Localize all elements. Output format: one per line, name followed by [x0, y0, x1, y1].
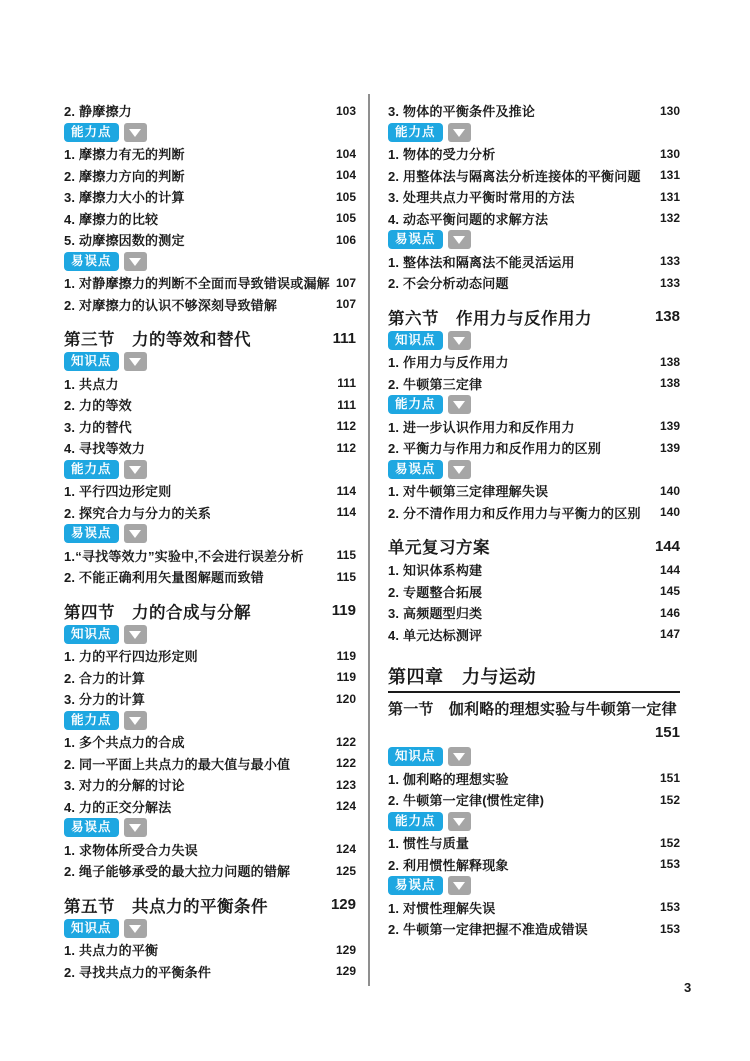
toc-entry-page: 105	[335, 189, 356, 204]
dropdown-button	[448, 812, 471, 831]
chevron-down-icon	[129, 466, 141, 474]
toc-entry-page: 145	[659, 584, 680, 599]
toc-entry-page: 107	[335, 275, 356, 290]
toc-entry-page: 114	[336, 483, 356, 498]
dropdown-button	[124, 123, 147, 142]
section-heading-row	[388, 697, 680, 743]
toc-entry-title: 2. 探究合力与分力的关系	[64, 505, 212, 521]
toc-entry-page: 152	[659, 835, 680, 850]
category-badge: 能力点	[388, 395, 443, 414]
toc-entry-page: 112	[336, 419, 356, 434]
category-badge: 能力点	[64, 711, 119, 730]
toc-entry	[64, 839, 356, 861]
badge-row	[64, 351, 356, 373]
chevron-down-icon	[453, 401, 465, 409]
toc-entry	[388, 272, 680, 294]
toc-entry-title: 2. 静摩擦力	[64, 104, 132, 120]
toc-entry-title: 2. 专题整合拓展	[388, 584, 483, 600]
toc-entry-page: 106	[335, 232, 356, 247]
chevron-down-icon	[453, 466, 465, 474]
toc-entry	[64, 437, 356, 459]
badge-row	[64, 624, 356, 646]
toc-entry-page: 144	[659, 562, 680, 577]
dropdown-button	[448, 395, 471, 414]
dropdown-button	[124, 919, 147, 938]
toc-entry-title: 4. 动态平衡问题的求解方法	[388, 211, 549, 227]
badge-row	[388, 122, 680, 144]
toc-entry	[64, 667, 356, 689]
toc-entry-title: 2. 牛顿第一定律(惯性定律)	[388, 793, 545, 809]
toc-entry	[64, 294, 356, 316]
dropdown-button	[448, 331, 471, 350]
toc-entry-page: 119	[336, 648, 356, 663]
toc-entry-page: 112	[336, 440, 356, 455]
toc-entry-title: 1. 进一步认识作用力和反作用力	[388, 419, 575, 435]
toc-entry	[64, 208, 356, 230]
toc-entry	[64, 229, 356, 251]
toc-entry-title: 2. 不能正确利用矢量图解题而致错	[64, 570, 264, 586]
chevron-down-icon	[453, 337, 465, 345]
dropdown-button	[448, 876, 471, 895]
chevron-down-icon	[129, 258, 141, 266]
toc-entry-title: 1. 摩擦力有无的判断	[64, 147, 185, 163]
toc-entry-title: 1. 整体法和隔离法不能灵活运用	[388, 254, 575, 270]
badge-row	[64, 523, 356, 545]
toc-entry	[64, 143, 356, 165]
section-title: 第六节 作用力与反作用力	[388, 309, 592, 328]
dropdown-button	[448, 123, 471, 142]
section-page: 151	[654, 724, 680, 741]
category-badge: 能力点	[388, 812, 443, 831]
toc-entry-page: 139	[659, 419, 680, 434]
toc-entry-title: 3. 摩擦力大小的计算	[64, 190, 185, 206]
dropdown-button	[124, 460, 147, 479]
toc-entry	[64, 100, 356, 122]
dropdown-button	[124, 818, 147, 837]
category-badge: 易误点	[64, 252, 119, 271]
toc-entry	[64, 645, 356, 667]
toc-entry-title: 4. 摩擦力的比较	[64, 211, 159, 227]
badge-row	[388, 394, 680, 416]
toc-entry-title: 1. 多个共点力的合成	[64, 735, 185, 751]
chevron-down-icon	[129, 824, 141, 832]
badge-row	[388, 330, 680, 352]
chapter-title: 第四章 力与运动	[388, 667, 536, 687]
toc-entry	[64, 731, 356, 753]
toc-entry	[388, 437, 680, 459]
toc-entry-title: 3. 力的替代	[64, 419, 132, 435]
toc-entry-title: 2. 力的等效	[64, 398, 132, 414]
chevron-down-icon	[129, 358, 141, 366]
toc-entry-title: 2. 摩擦力方向的判断	[64, 168, 185, 184]
toc-entry-title: 1. 对牛顿第三定律理解失误	[388, 484, 549, 500]
category-badge: 知识点	[64, 625, 119, 644]
toc-entry-title: 1. 对静摩擦力的判断不全面而导致错误或漏解	[64, 276, 330, 292]
section-heading-row	[64, 598, 356, 624]
toc-entry	[388, 143, 680, 165]
toc-entry	[64, 373, 356, 395]
toc-entry	[388, 559, 680, 581]
toc-entry-page: 139	[659, 440, 680, 455]
toc-entry	[388, 208, 680, 230]
toc-entry	[64, 566, 356, 588]
toc-entry-title: 2. 寻找共点力的平衡条件	[64, 964, 212, 980]
section-heading-row	[64, 325, 356, 351]
toc-entry-title: 2. 平衡力与作用力和反作用力的区别	[388, 441, 602, 457]
chevron-down-icon	[129, 129, 141, 137]
toc-entry-title: 1.“寻找等效力”实验中,不会进行误差分析	[64, 548, 304, 564]
toc-entry-page: 120	[335, 691, 356, 706]
toc-entry-title: 1. 共点力	[64, 376, 119, 392]
section-page: 144	[654, 537, 680, 555]
toc-entry-title: 3. 对力的分解的讨论	[64, 778, 185, 794]
toc-entry-title: 1. 知识体系构建	[388, 563, 483, 579]
toc-entry-page: 153	[659, 900, 680, 915]
dropdown-button	[124, 524, 147, 543]
section-title: 第一节 伽利略的理想实验与牛顿第一定律	[388, 701, 677, 718]
toc-entry-page: 146	[659, 605, 680, 620]
toc-entry-page: 115	[336, 569, 356, 584]
toc-entry-page: 124	[335, 842, 356, 857]
toc-entry-title: 1. 平行四边形定则	[64, 484, 172, 500]
category-badge: 能力点	[64, 460, 119, 479]
toc-entry	[64, 186, 356, 208]
badge-row	[388, 229, 680, 251]
toc-entry-page: 105	[335, 211, 356, 226]
dropdown-button	[448, 747, 471, 766]
dropdown-button	[448, 230, 471, 249]
toc-entry	[388, 624, 680, 646]
chevron-down-icon	[129, 631, 141, 639]
toc-entry-page: 133	[659, 275, 680, 290]
toc-entry	[388, 768, 680, 790]
toc-entry	[388, 789, 680, 811]
toc-entry	[64, 796, 356, 818]
category-badge: 易误点	[388, 230, 443, 249]
toc-entry-page: 123	[335, 777, 356, 792]
section-heading-row	[388, 533, 680, 559]
toc-entry	[64, 502, 356, 524]
toc-entry	[388, 897, 680, 919]
badge-row	[64, 251, 356, 273]
toc-entry	[388, 480, 680, 502]
toc-entry-page: 130	[659, 146, 680, 161]
toc-entry	[64, 480, 356, 502]
toc-entry	[388, 100, 680, 122]
toc-entry-title: 3. 分力的计算	[64, 692, 146, 708]
toc-entry-page: 152	[659, 792, 680, 807]
section-title: 第四节 力的合成与分解	[64, 603, 251, 622]
badge-row	[64, 122, 356, 144]
toc-entry-page: 111	[337, 376, 356, 391]
category-badge: 知识点	[64, 352, 119, 371]
toc-entry-page: 124	[335, 799, 356, 814]
chevron-down-icon	[129, 717, 141, 725]
toc-entry	[64, 753, 356, 775]
toc-entry-page: 122	[335, 756, 356, 771]
toc-entry-page: 147	[659, 627, 680, 642]
chevron-down-icon	[453, 882, 465, 890]
category-badge: 知识点	[388, 331, 443, 350]
section-page: 111	[332, 329, 356, 347]
dropdown-button	[448, 460, 471, 479]
toc-entry-title: 1. 作用力与反作用力	[388, 355, 509, 371]
toc-entry-title: 3. 物体的平衡条件及推论	[388, 104, 536, 120]
toc-entry-page: 133	[659, 254, 680, 269]
toc-entry-page: 140	[659, 483, 680, 498]
toc-entry	[388, 918, 680, 940]
toc-entry-page: 130	[659, 103, 680, 118]
toc-entry-title: 2. 牛顿第一定律把握不准造成错误	[388, 922, 588, 938]
toc-entry	[388, 602, 680, 624]
category-badge: 能力点	[388, 123, 443, 142]
toc-entry-title: 1. 惯性与质量	[388, 836, 470, 852]
badge-row	[388, 459, 680, 481]
toc-entry	[64, 939, 356, 961]
section-title: 第三节 力的等效和替代	[64, 331, 251, 349]
toc-entry-title: 3. 高频题型归类	[388, 606, 483, 622]
category-badge: 知识点	[388, 747, 443, 766]
toc-entry-title: 2. 同一平面上共点力的最大值与最小值	[64, 756, 291, 772]
toc-entry-page: 104	[335, 168, 356, 183]
toc-entry-title: 1. 求物体所受合力失误	[64, 842, 198, 858]
toc-entry	[388, 854, 680, 876]
section-page: 138	[654, 308, 680, 325]
toc-entry-page: 138	[659, 376, 680, 391]
dropdown-button	[124, 352, 147, 371]
toc-entry-title: 2. 牛顿第三定律	[388, 376, 483, 392]
toc-entry-title: 1. 力的平行四边形定则	[64, 649, 198, 665]
toc-entry	[64, 961, 356, 983]
toc-entry	[388, 581, 680, 603]
toc-entry	[64, 416, 356, 438]
toc-entry-page: 122	[335, 734, 356, 749]
toc-entry-title: 5. 动摩擦因数的测定	[64, 233, 185, 249]
toc-entry	[64, 165, 356, 187]
category-badge: 易误点	[388, 876, 443, 895]
chevron-down-icon	[453, 129, 465, 137]
toc-entry	[388, 373, 680, 395]
toc-entry-page: 153	[659, 921, 680, 936]
badge-row	[64, 710, 356, 732]
toc-entry-page: 138	[659, 354, 680, 369]
dropdown-button	[124, 252, 147, 271]
chevron-down-icon	[129, 530, 141, 538]
toc-entry	[64, 394, 356, 416]
toc-entry-title: 1. 共点力的平衡	[64, 943, 159, 959]
toc-entry-page: 111	[337, 397, 356, 412]
category-badge: 易误点	[64, 524, 119, 543]
toc-entry-title: 2. 对摩擦力的认识不够深刻导致错解	[64, 297, 278, 313]
dropdown-button	[124, 625, 147, 644]
toc-entry	[388, 251, 680, 273]
chevron-down-icon	[453, 818, 465, 826]
toc-entry-page: 129	[335, 964, 356, 979]
toc-entry-page: 115	[336, 548, 356, 563]
column-divider	[368, 94, 370, 986]
toc-entry-title: 1. 伽利略的理想实验	[388, 771, 509, 787]
toc-column-right	[388, 100, 680, 940]
toc-column-left	[64, 100, 356, 982]
section-title: 第五节 共点力的平衡条件	[64, 897, 268, 916]
toc-entry-title: 2. 绳子能够承受的最大拉力问题的错解	[64, 864, 291, 880]
toc-entry-page: 140	[659, 505, 680, 520]
toc-entry-title: 2. 分不清作用力和反作用力与平衡力的区别	[388, 505, 641, 521]
toc-entry-page: 119	[336, 670, 356, 685]
toc-entry	[64, 688, 356, 710]
toc-entry	[64, 860, 356, 882]
toc-entry-title: 4. 单元达标测评	[388, 627, 483, 643]
toc-entry-title: 2. 不会分析动态问题	[388, 276, 509, 292]
chevron-down-icon	[453, 753, 465, 761]
toc-entry-page: 103	[335, 103, 356, 118]
chevron-down-icon	[453, 236, 465, 244]
badge-row	[388, 811, 680, 833]
toc-entry	[388, 832, 680, 854]
toc-entry-title: 4. 力的正交分解法	[64, 799, 172, 815]
toc-entry-title: 2. 用整体法与隔离法分析连接体的平衡问题	[388, 168, 641, 184]
toc-entry	[388, 502, 680, 524]
toc-entry-page: 132	[659, 211, 680, 226]
toc-entry-page: 131	[659, 168, 680, 183]
toc-entry-page: 131	[659, 189, 680, 204]
section-page: 119	[331, 602, 356, 619]
toc-entry	[388, 416, 680, 438]
badge-row	[388, 746, 680, 768]
category-badge: 能力点	[64, 123, 119, 142]
badge-row	[64, 817, 356, 839]
dropdown-button	[124, 711, 147, 730]
toc-entry-title: 2. 合力的计算	[64, 670, 146, 686]
toc-entry-title: 2. 利用惯性解释现象	[388, 857, 509, 873]
section-heading-row	[64, 892, 356, 918]
toc-entry-title: 1. 物体的受力分析	[388, 147, 496, 163]
chapter-heading	[388, 661, 680, 693]
section-title: 单元复习方案	[388, 539, 490, 557]
toc-entry-page: 107	[335, 297, 356, 312]
toc-entry	[64, 545, 356, 567]
toc-entry-page: 104	[335, 146, 356, 161]
toc-entry-page: 114	[336, 505, 356, 520]
toc-entry	[64, 272, 356, 294]
toc-entry-title: 4. 寻找等效力	[64, 441, 146, 457]
toc-entry-title: 1. 对惯性理解失误	[388, 900, 496, 916]
toc-entry	[388, 165, 680, 187]
category-badge: 易误点	[64, 818, 119, 837]
chevron-down-icon	[129, 925, 141, 933]
section-heading-row	[388, 304, 680, 330]
category-badge: 知识点	[64, 919, 119, 938]
badge-row	[388, 875, 680, 897]
page-number: 3	[684, 980, 692, 995]
category-badge: 易误点	[388, 460, 443, 479]
toc-entry	[388, 186, 680, 208]
toc-entry	[64, 774, 356, 796]
toc-entry-title: 3. 处理共点力平衡时常用的方法	[388, 190, 575, 206]
badge-row	[64, 918, 356, 940]
toc-entry	[388, 351, 680, 373]
toc-entry-page: 129	[335, 942, 356, 957]
section-page: 129	[330, 896, 356, 913]
toc-entry-page: 151	[659, 771, 680, 786]
badge-row	[64, 459, 356, 481]
toc-entry-page: 153	[659, 857, 680, 872]
toc-entry-page: 125	[335, 863, 356, 878]
